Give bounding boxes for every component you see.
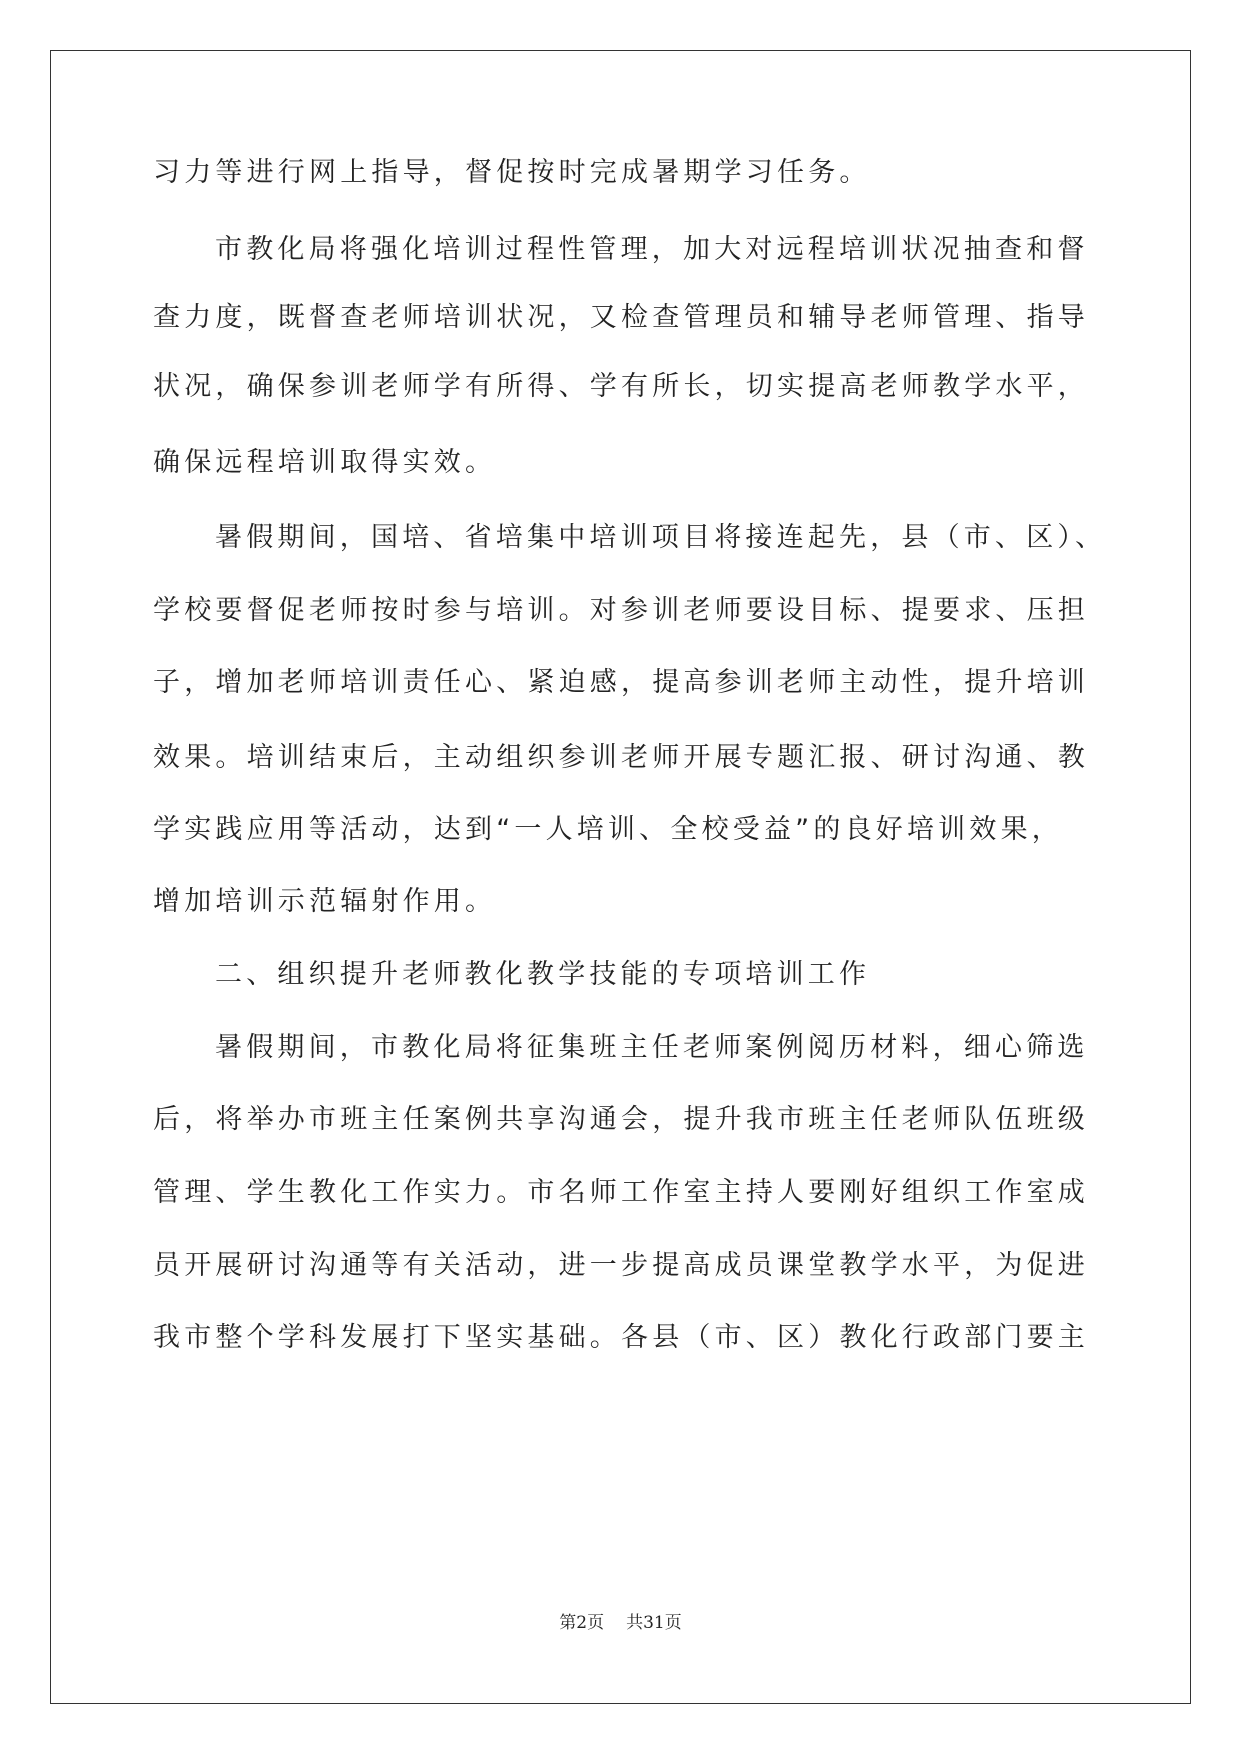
text-line: 效果。培训结束后，主动组织参训老师开展专题汇报、研讨沟通、教: [153, 742, 1089, 773]
text-line: 后，将举办市班主任案例共享沟通会，提升我市班主任老师队伍班级: [153, 1104, 1089, 1135]
text-line: 增加培训示范辐射作用。: [153, 886, 497, 917]
text-line: 子，增加老师培训责任心、紧迫感，提高参训老师主动性，提升培训: [153, 667, 1089, 698]
text-line: 习力等进行网上指导，督促按时完成暑期学习任务。: [153, 157, 871, 188]
page-number: 第2页: [559, 1613, 605, 1633]
text-line: 学实践应用等活动，达到“一人培训、全校受益”的良好培训效果，: [153, 814, 1063, 845]
paragraph-start-line: 暑假期间，市教化局将征集班主任老师案例阅历材料，细心筛选: [215, 1032, 1089, 1063]
paragraph-start-line: 暑假期间，国培、省培集中培训项目将接连起先，县（市、区）、: [215, 522, 1107, 553]
text-line: 查力度，既督查老师培训状况，又检查管理员和辅导老师管理、指导: [153, 302, 1089, 333]
text-line: 员开展研讨沟通等有关活动，进一步提高成员课堂教学水平，为促进: [153, 1250, 1089, 1281]
text-line: 确保远程培训取得实效。: [153, 447, 497, 478]
text-line: 学校要督促老师按时参与培训。对参训老师要设目标、提要求、压担: [153, 595, 1089, 626]
page-total: 共31页: [626, 1613, 682, 1633]
text-line: 状况，确保参训老师学有所得、学有所长，切实提高老师教学水平，: [153, 371, 1089, 402]
section-heading: 二、组织提升老师教化教学技能的专项培训工作: [215, 959, 871, 990]
page-footer: [0, 1611, 1241, 1635]
text-line: 管理、学生教化工作实力。市名师工作室主持人要刚好组织工作室成: [153, 1177, 1089, 1208]
paragraph-start-line: 市教化局将强化培训过程性管理，加大对远程培训状况抽查和督: [215, 234, 1089, 265]
text-line: 我市整个学科发展打下坚实基础。各县（市、区）教化行政部门要主: [153, 1322, 1089, 1353]
